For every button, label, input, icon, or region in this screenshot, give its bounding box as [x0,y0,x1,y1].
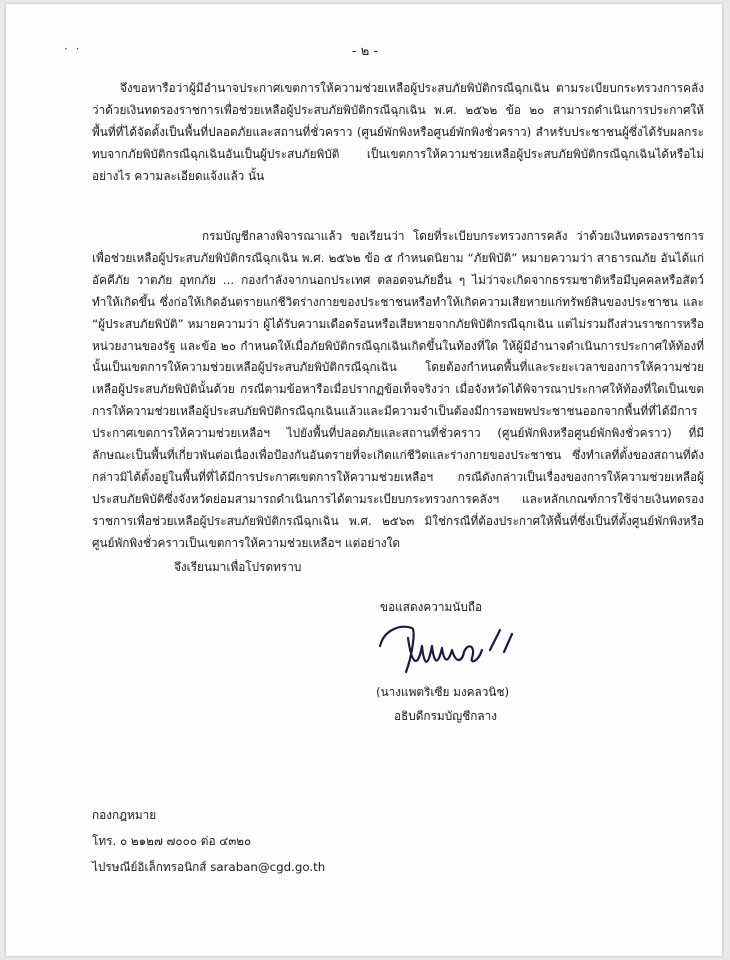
margin-marks: · · [64,42,82,56]
footer-department: กองกฎหมาย [92,808,157,822]
signature [372,616,522,680]
paragraph-2: กรมบัญชีกลางพิจารณาแล้ว ขอเรียนว่า โดยที่ระเบียบกระทรวงการคลัง ว่าด้วยเงินทดรองราชการเพื่อช่วยเหลือผู้ประสบภัยพิบัติกรณีฉุกเฉิน พ.ศ. ๒๕๖๒ ข้อ ๕ กำหนดนิยาม “ภัยพิบัติ” หมายความว่า สาธารณภัย อันได้แก่ อัคคีภัย วาตภัย อุทกภัย ... กองกำลังจากนอกประเทศ ตลอดจนภัยอื่น ๆ ไม่ว่าจะเกิดจากธรรมชาติหรือมีบุคคลหรือสัตว์ทำให้เกิดขึ้น ซึ่งก่อให้เกิดอันตรายแก่ชีวิตร่างกายของประชาชนหรือทำให้เกิดความเสียหายแก่ทรัพย์สินของประชาชน และ “ผู้ประสบภัยพิบัติ” หมายความว่า ผู้ได้รับความเดือดร้อนหรือเสียหายจากภัยพิบัติกรณีฉุกเฉิน แต่ไม่รวมถึงส่วนราชการหรือหน่วยงานของรัฐ และข้อ ๒๐ กำหนดให้เมื่อภัยพิบัติกรณีฉุกเฉินเกิดขึ้นในท้องที่ใด ให้ผู้มีอำนาจดำเนินการประกาศให้ท้องที่นั้นเป็นเขตการให้ความช่วยเหลือผู้ประสบภัยพิบัติกรณีฉุกเฉิน โดยต้องกำหนดพื้นที่และระยะเวลาของการให้ความช่วยเหลือผู้ประสบภัยพิบัตินั้นด้วย กรณีตามข้อหารือเมื่อปรากฏข้อเท็จจริงว่า เมื่อจังหวัดได้พิจารณาประกาศให้ท้องที่ใดเป็นเขตการให้ความช่วยเหลือผู้ประสบภัยพิบัติกรณีฉุกเฉินแล้วและมีความจำเป็นต้องมีการอพยพประชาชนออกจากพื้นที่ที่ได้มีการประกาศเขตการให้ความช่วยเหลือฯ ไปยังพื้นที่ปลอดภัยและสถานที่ชั่วคราว (ศูนย์พักพิงหรือศูนย์พักพิงชั่วคราว) ที่มีลักษณะเป็นพื้นที่เกี่ยวพันต่อเนื่องเพื่อป้องกันอันตรายที่จะเกิดแก่ชีวิตและร่างกายของประชาชน ซึ่งทำเลที่ตั้งของสถานที่ดังกล่าวมิได้ตั้งอยู่ในพื้นที่ที่ได้มีการประกาศเขตการให้ความช่วยเหลือฯ กรณีดังกล่าวเป็นเรื่องของการให้ความช่วยเหลือผู้ประสบภัยพิบัติซึ่งจังหวัดย่อมสามารถดำเนินการได้ตามระเบียบกระทรวงการคลังฯ และหลักเกณฑ์การใช้จ่ายเงินทดรองราชการเพื่อช่วยเหลือผู้ประสบภัยพิบัติกรณีฉุกเฉิน พ.ศ. ๒๕๖๓ มิใช่กรณีที่ต้องประกาศให้พื้นที่ซึ่งเป็นที่ตั้งศูนย์พักพิงหรือศูนย์พักพิงชั่วคราวเป็นเขตการให้ความช่วยเหลือฯ แต่อย่างใด [92,229,704,550]
page-number: - ๒ - [351,44,379,59]
footer-phone: โทร. ๐ ๒๑๒๗ ๗๐๐๐ ต่อ ๔๓๒๐ [92,834,252,848]
signer-title: อธิบดีกรมบัญชีกลาง [394,709,497,723]
signer-name: (นางแพตริเซีย มงคลวนิช) [376,685,510,699]
closing-salutation: ขอแสดงความนับถือ [380,600,483,614]
paragraph-3: จึงเรียนมาเพื่อโปรดทราบ [174,560,302,574]
footer-email: ไปรษณีย์อิเล็กทรอนิกส์ saraban@cgd.go.th [92,860,326,874]
paragraph-1: จึงขอหารือว่าผู้มีอำนาจประกาศเขตการให้ความช่วยเหลือผู้ประสบภัยพิบัติกรณีฉุกเฉิน ตามระเบียบกระทรวงการคลัง ว่าด้วยเงินทดรองราชการเพื่อช่วยเหลือผู้ประสบภัยพิบัติกรณีฉุกเฉิน พ.ศ. ๒๕๖๒ ข้อ ๒๐ สามารถดำเนินการประกาศให้พื้นที่ที่ได้จัดตั้งเป็นพื้นที่ปลอดภัยและสถานที่ชั่วคราว (ศูนย์พักพิงหรือศูนย์พักพิงชั่วคราว) สำหรับประชาชนผู้ซึ่งได้รับผลกระทบจากภัยพิบัติกรณีฉุกเฉินอันเป็นผู้ประสบภัยพิบัติ เป็นเขตการให้ความช่วยเหลือผู้ประสบภัยพิบัติกรณีฉุกเฉินได้หรือไม่ อย่างไร ความละเอียดแจ้งแล้ว นั้น [92,81,704,183]
